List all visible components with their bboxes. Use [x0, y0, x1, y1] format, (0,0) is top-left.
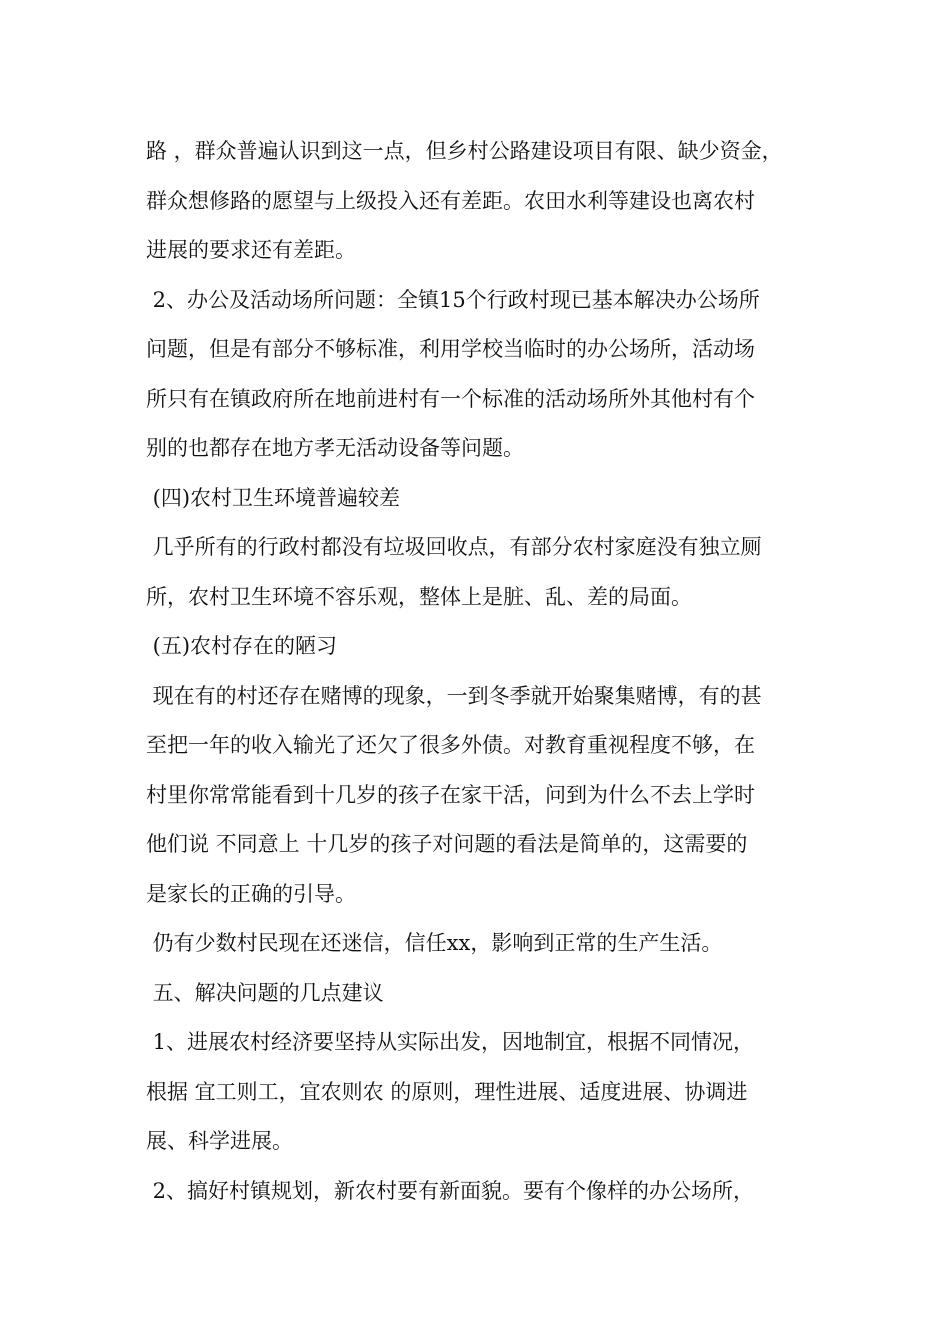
text-line: 村里你常常能看到十几岁的孩子在家干活，问到为什么不去上学时 — [146, 782, 755, 807]
text-line: 几乎所有的行政村都没有垃圾回收点，有部分农村家庭没有独立厕 — [146, 535, 762, 559]
text-line: 问题，但是有部分不够标准，利用学校当临时的办公场所，活动场 — [146, 337, 755, 361]
text-line: 展、科学进展。 — [146, 1129, 293, 1153]
text-line: 现在有的村还存在赌博的现象，一到冬季就开始聚集赌博，有的甚 — [146, 683, 762, 708]
text-line: 2、搞好村镇规划，新农村要有新面貌。要有个像样的办公场所， — [146, 1178, 755, 1203]
body-text — [146, 127, 816, 1216]
section-heading: (四)农村卫生环境普遍较差 — [146, 485, 401, 510]
text-line: 路 ，群众普遍认识到这一点，但乡村公路建设项目有限、缺少资金， — [146, 139, 783, 163]
text-line: 根据 宜工则工，宜农则农 的原则，理性进展、适度进展、协调进 — [146, 1079, 748, 1104]
text-line: 是家长的正确的引导。 — [146, 881, 356, 906]
text-line: 至把一年的收入输光了还欠了很多外债。对教育重视程度不够，在 — [146, 733, 755, 757]
text-line: 1、进展农村经济要坚持从实际出发，因地制宜，根据不同情况， — [146, 1030, 755, 1054]
text-line: 2、办公及活动场所问题：全镇15个行政村现已基本解决办公场所 — [146, 287, 760, 312]
section-heading: 五、解决问题的几点建议 — [146, 980, 384, 1005]
text-line: 别的也都存在地方孝无活动设备等问题。 — [146, 436, 524, 460]
text-line: 所只有在镇政府所在地前进村有一个标准的活动场所外其他村有个 — [146, 386, 755, 411]
section-heading: (五)农村存在的陋习 — [146, 634, 338, 658]
text-line: 他们说 不同意上 十几岁的孩子对问题的看法是简单的，这需要的 — [146, 832, 748, 856]
text-line: 所，农村卫生环境不容乐观，整体上是脏、乱、差的局面。 — [146, 584, 692, 609]
text-line: 群众想修路的愿望与上级投入还有差距。农田水利等建设也离农村 — [146, 188, 755, 213]
text-line: 仍有少数村民现在还迷信，信任xx，影响到正常的生产生活。 — [146, 931, 723, 955]
text-line: 进展的要求还有差距。 — [146, 238, 356, 262]
